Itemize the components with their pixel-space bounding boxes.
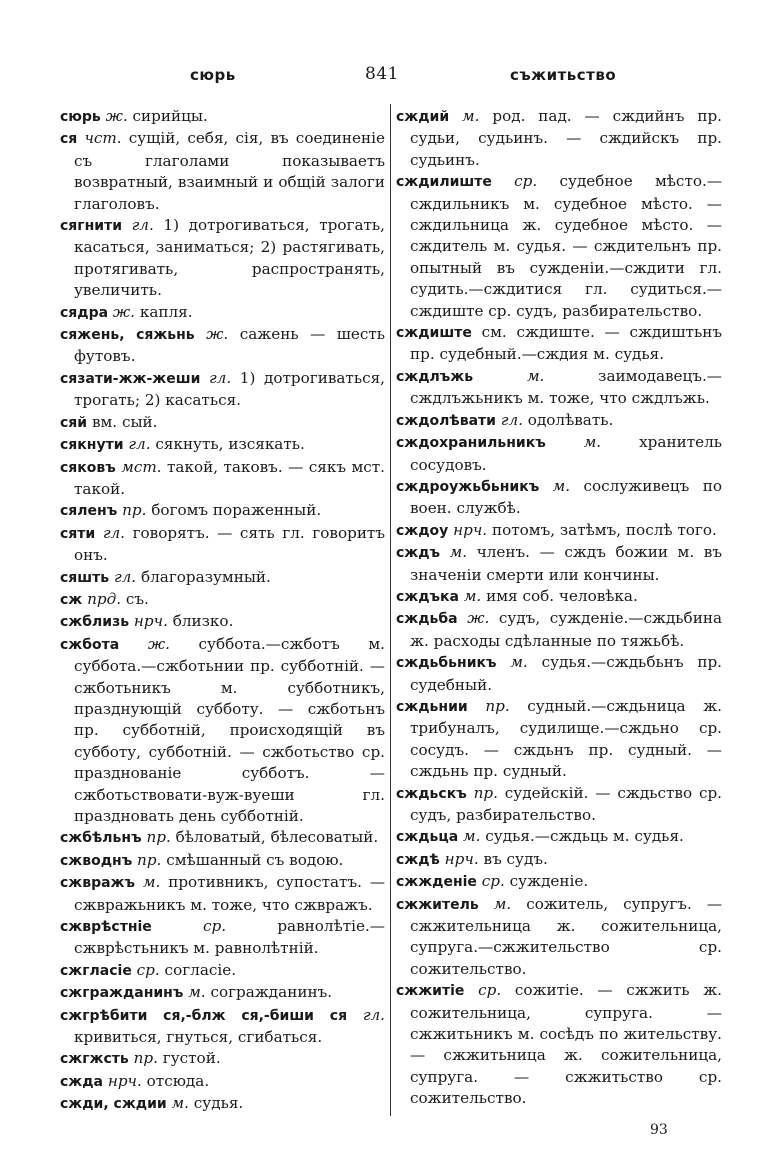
entry-definition: кривиться, гнуться, сгибаться.	[74, 1028, 323, 1047]
entry-headword: сждолѣвати	[396, 412, 496, 429]
entry-headword: сжбѣльнъ	[60, 830, 142, 847]
entry-headword: сжгжсть	[60, 1051, 129, 1068]
entry-definition: судный.—сждьница ж. трибуналъ, судилище.—сждьно ср. сосудъ. — сждьнъ пр. судный. — сждьнь пр. судный.	[410, 696, 722, 781]
entry-definition: см. сждиште. — сждиштьнъ пр. судебный.—сждия м. судья.	[410, 323, 723, 364]
right-column	[396, 106, 722, 1110]
entry-grammar-label: м.	[449, 543, 468, 562]
entry-grammar-label: м.	[463, 586, 482, 605]
dictionary-entry	[396, 171, 722, 322]
entry-headword: сюрь	[60, 109, 101, 125]
entry-definition: судебное мѣсто.—сждильникъ м. судебное мѣсто. — сждильница ж. судебное мѣсто. — сждитель м. судья. — сждительнъ пр. опытный въ сужденіи.—сждити гл. судить.—сждитися гл. судиться.— сждиште ср. судъ, разбирательство.	[410, 172, 723, 320]
entry-headword: сждьскъ	[396, 785, 467, 802]
dictionary-entry	[396, 542, 722, 586]
dictionary-entry	[60, 960, 385, 982]
entry-definition: судейскій. — сждьство ср. судъ, разбирательство.	[410, 783, 722, 824]
entry-definition: смѣшанный съ водою.	[161, 850, 344, 869]
dictionary-entry	[60, 850, 385, 872]
entry-headword: сжди, сждии	[60, 1096, 167, 1113]
entry-grammar-label: гл.	[113, 567, 137, 586]
running-header	[0, 66, 758, 94]
entry-definition: бѣловатый, бѣлесоватый.	[170, 828, 379, 847]
dictionary-entry	[396, 980, 722, 1109]
entry-headword: сягнити	[60, 218, 123, 235]
entry-headword: сжда	[60, 1073, 103, 1090]
entry-definition: согражданинъ.	[205, 983, 333, 1002]
entry-definition: сослуживецъ по воен. службѣ.	[410, 476, 722, 518]
dictionary-entry	[60, 106, 385, 128]
entry-definition: потомъ, затѣмъ, послѣ того.	[487, 520, 717, 539]
dictionary-entry	[60, 412, 385, 434]
entry-headword: сждилиште	[396, 174, 492, 191]
dictionary-entry	[60, 500, 385, 522]
entry-grammar-label: гл.	[500, 410, 523, 429]
entry-headword: сяжень, сяжьнь	[60, 327, 195, 344]
entry-definition: сякнуть, изсякать.	[150, 435, 305, 454]
entry-grammar-label: ср.	[478, 981, 502, 1000]
entry-definition: сирийцы.	[127, 107, 208, 125]
entry-grammar-label: гл.	[131, 216, 154, 235]
entry-headword: сжгласіе	[60, 962, 132, 979]
dictionary-entry	[396, 586, 722, 608]
entry-headword: сжжденіе	[396, 874, 477, 891]
entry-grammar-label: ср.	[514, 172, 538, 191]
entry-grammar-label: м.	[188, 983, 206, 1002]
entry-grammar-label: м.	[493, 894, 512, 913]
entry-grammar-label: м.	[171, 1094, 189, 1113]
entry-definition: вм. сый.	[91, 412, 158, 431]
entry-grammar-label: пр.	[133, 1049, 158, 1068]
entry-grammar-label: гл.	[362, 1005, 385, 1024]
entry-grammar-label: ж.	[105, 107, 128, 125]
dictionary-entry	[60, 457, 385, 501]
entry-grammar-label: м.	[526, 366, 545, 385]
entry-headword: сжгражданинъ	[60, 985, 184, 1002]
dictionary-entry	[60, 324, 385, 368]
dictionary-entry	[60, 215, 385, 302]
dictionary-entry	[396, 432, 722, 476]
entry-grammar-label: нрч.	[133, 612, 168, 631]
entry-definition: богомъ пораженный.	[146, 501, 322, 520]
dictionary-entry	[396, 849, 722, 871]
entry-headword: сжблизь	[60, 614, 130, 631]
entry-headword: сждиште	[396, 325, 472, 342]
entry-headword: сжжитіе	[396, 983, 465, 1000]
entry-headword: сжводнъ	[60, 852, 133, 869]
entry-headword: ся	[60, 131, 78, 148]
dictionary-entry	[60, 634, 385, 828]
entry-grammar-label: ж.	[112, 302, 135, 321]
dictionary-entry	[60, 523, 385, 567]
entry-definition: 1) дотрогиваться, трогать, касаться, заниматься; 2) растягивать, протягивать, распространять, увеличить.	[74, 216, 386, 300]
entry-grammar-label: ср.	[481, 872, 505, 891]
entry-headword: сязати-жж-жеши	[60, 370, 201, 387]
entry-definition: хранитель сосудовъ.	[410, 433, 722, 474]
dictionary-entry	[396, 652, 722, 696]
entry-grammar-label: гл.	[209, 368, 232, 387]
entry-definition: сожитіе. — сжжить ж. сожительница, супруга. — сжжитьникъ м. сосѣдъ по жительству. — сжжитьница ж. сожительница, супруга. — сжжитьство ср. сожительство.	[410, 981, 723, 1108]
dictionary-entry	[60, 1048, 385, 1070]
dictionary-entry	[396, 826, 722, 848]
entry-definition: судъ, сужденіе.—сждьбина ж. расходы сдѣланные по тяжьбѣ.	[410, 609, 723, 650]
entry-definition: густой.	[157, 1049, 221, 1068]
entry-headword: сжгрѣбити ся,-блж ся,-биши ся	[60, 1007, 348, 1024]
column-divider	[390, 104, 391, 1116]
entry-definition: род. пад. — сждийнъ пр. судьи, судьинъ. — сждийскъ пр. судьинъ.	[410, 107, 722, 169]
entry-definition: въ судъ.	[478, 849, 548, 868]
entry-grammar-label: ср.	[136, 960, 160, 979]
entry-grammar-label: пр.	[122, 501, 147, 520]
entry-definition: сажень — шесть футовъ.	[74, 325, 386, 366]
entry-grammar-label: пр.	[485, 696, 510, 715]
entry-grammar-label: ж.	[206, 325, 229, 344]
entry-grammar-label: м.	[462, 107, 480, 125]
entry-grammar-label: нрч.	[444, 849, 479, 868]
dictionary-entry	[60, 916, 385, 960]
entry-grammar-label: м.	[463, 827, 481, 846]
dictionary-entry	[60, 611, 385, 633]
entry-grammar-label: ж.	[147, 634, 170, 653]
dictionary-entry	[396, 783, 722, 827]
dictionary-entry	[396, 476, 722, 520]
entry-grammar-label: мст.	[121, 457, 162, 476]
entry-grammar-label: м.	[142, 873, 161, 892]
entry-headword: сяковъ	[60, 459, 116, 476]
dictionary-entry	[396, 696, 722, 783]
entry-headword: сждъка	[396, 588, 460, 605]
folio-number: 93	[650, 1122, 668, 1138]
entry-definition: отсюда.	[141, 1071, 210, 1090]
dictionary-entry	[396, 106, 722, 171]
dictionary-entry	[60, 589, 385, 611]
entry-headword: сяленъ	[60, 503, 118, 520]
entry-grammar-label: ср.	[203, 917, 227, 936]
entry-definition: членъ. — сждъ божии м. въ значеніи смерти или кончины.	[410, 543, 723, 584]
entry-definition: судья.—сждьць м. судья.	[480, 827, 684, 846]
entry-grammar-label: нрч.	[453, 520, 488, 539]
entry-headword: сядра	[60, 304, 109, 321]
page-number: 841	[365, 64, 399, 84]
entry-grammar-label: нрч.	[107, 1071, 142, 1090]
entry-grammar-label: чст.	[84, 129, 122, 148]
dictionary-entry	[396, 366, 722, 410]
entry-definition: говорятъ. — сять гл. говоритъ онъ.	[74, 523, 386, 565]
entry-definition: благоразумный.	[136, 567, 271, 586]
entry-grammar-label: гл.	[128, 435, 151, 454]
entry-definition: съ.	[121, 589, 149, 608]
entry-headword: сждъ	[396, 545, 441, 562]
entry-definition: заимодавецъ.—сждлъжьникъ м. тоже, что сждлъжь.	[410, 366, 722, 408]
entry-definition: сущій, себя, сія, въ соединеніе съ глаголами показываетъ возвратный, взаимный и общій залоги глаголовъ.	[74, 129, 385, 213]
entry-headword: сждѣ	[396, 851, 440, 868]
entry-headword: сжжитель	[396, 896, 479, 913]
entry-grammar-label: гл.	[102, 523, 125, 542]
dictionary-entry	[396, 322, 722, 366]
entry-headword: сждохранильникъ	[396, 435, 546, 452]
dictionary-entry	[396, 894, 722, 981]
dictionary-entry	[396, 410, 722, 432]
dictionary-entry	[60, 434, 385, 456]
entry-definition: суббота.—сжботъ м. суббота.—сжботьнии пр. субботній. — сжботьникъ м. субботникъ, празднующій субботу. — сжботьнъ пр. субботній, происходящій въ субботу, субботній. — сжботьство ср. празднованіе субботъ. — сжботьствовати-вуж-вуеши гл. праздновать день субботній.	[74, 634, 385, 825]
entry-definition: 1) дотрогиваться, трогать; 2) касаться.	[74, 368, 386, 410]
entry-definition: согласіе.	[159, 960, 237, 979]
dictionary-entry	[60, 827, 385, 849]
entry-definition: судья.—сждьбьнъ пр. судебный.	[410, 653, 723, 694]
dictionary-entry	[60, 368, 385, 412]
dictionary-entry	[60, 872, 385, 916]
entry-headword: сяшть	[60, 569, 110, 586]
left-column	[60, 106, 385, 1116]
entry-headword: сждьнии	[396, 698, 468, 715]
entry-headword: сж	[60, 591, 83, 608]
entry-definition: одолѣвать.	[522, 410, 614, 429]
entry-headword: сждроужьбьникъ	[396, 478, 540, 495]
entry-headword: сждьбьникъ	[396, 655, 497, 672]
dictionary-entry	[60, 982, 385, 1004]
entry-headword: сждоу	[396, 522, 449, 539]
dictionary-entry	[396, 871, 722, 893]
entry-headword: сждьба	[396, 611, 458, 628]
entry-definition: такой, таковъ. — сякъ мст. такой.	[74, 457, 385, 498]
entry-headword: сждлъжь	[396, 368, 474, 385]
entry-grammar-label: м.	[552, 476, 571, 495]
dictionary-entry	[60, 567, 385, 589]
entry-headword: сжврѣстніе	[60, 919, 152, 936]
entry-definition: противникъ, супостатъ. — сжвражьникъ м. тоже, что сжвражъ.	[74, 873, 386, 914]
header-left-guideword: сюрь	[190, 66, 236, 84]
entry-grammar-label: пр.	[137, 850, 162, 869]
dictionary-entry	[396, 608, 722, 652]
entry-definition: судья.	[188, 1094, 244, 1113]
entry-headword: сяти	[60, 525, 96, 542]
entry-definition: сужденіе.	[504, 872, 589, 891]
entry-definition: близко.	[167, 612, 234, 631]
dictionary-entry	[396, 520, 722, 542]
dictionary-entry	[60, 1071, 385, 1093]
entry-grammar-label: пр.	[473, 783, 498, 802]
entry-headword: сякнути	[60, 437, 124, 454]
entry-definition: имя соб. человѣка.	[481, 586, 638, 605]
entry-definition: сожитель, супругъ. — сжжительница ж. сожительница, супруга.—сжжительство ср. сожительство.	[410, 894, 723, 978]
entry-headword: сждий	[396, 109, 450, 125]
dictionary-entry	[60, 302, 385, 324]
dictionary-entry	[60, 1005, 385, 1049]
entry-grammar-label: м.	[510, 653, 528, 672]
entry-grammar-label: пр.	[146, 828, 171, 847]
header-right-guideword: съжитьство	[510, 66, 617, 84]
entry-grammar-label: ж.	[467, 609, 490, 628]
entry-headword: сяй	[60, 414, 88, 431]
entry-definition: капля.	[135, 302, 193, 321]
entry-headword: сждьца	[396, 829, 459, 846]
entry-headword: сжбота	[60, 636, 120, 653]
entry-definition: равнолѣтіе.—сжврѣстьникъ м. равнолѣтній.	[74, 917, 385, 958]
entry-headword: сжвражъ	[60, 875, 136, 892]
entry-grammar-label: м.	[583, 433, 602, 452]
dictionary-entry	[60, 1093, 385, 1115]
entry-grammar-label: прд.	[87, 589, 122, 608]
dictionary-entry	[60, 128, 385, 215]
